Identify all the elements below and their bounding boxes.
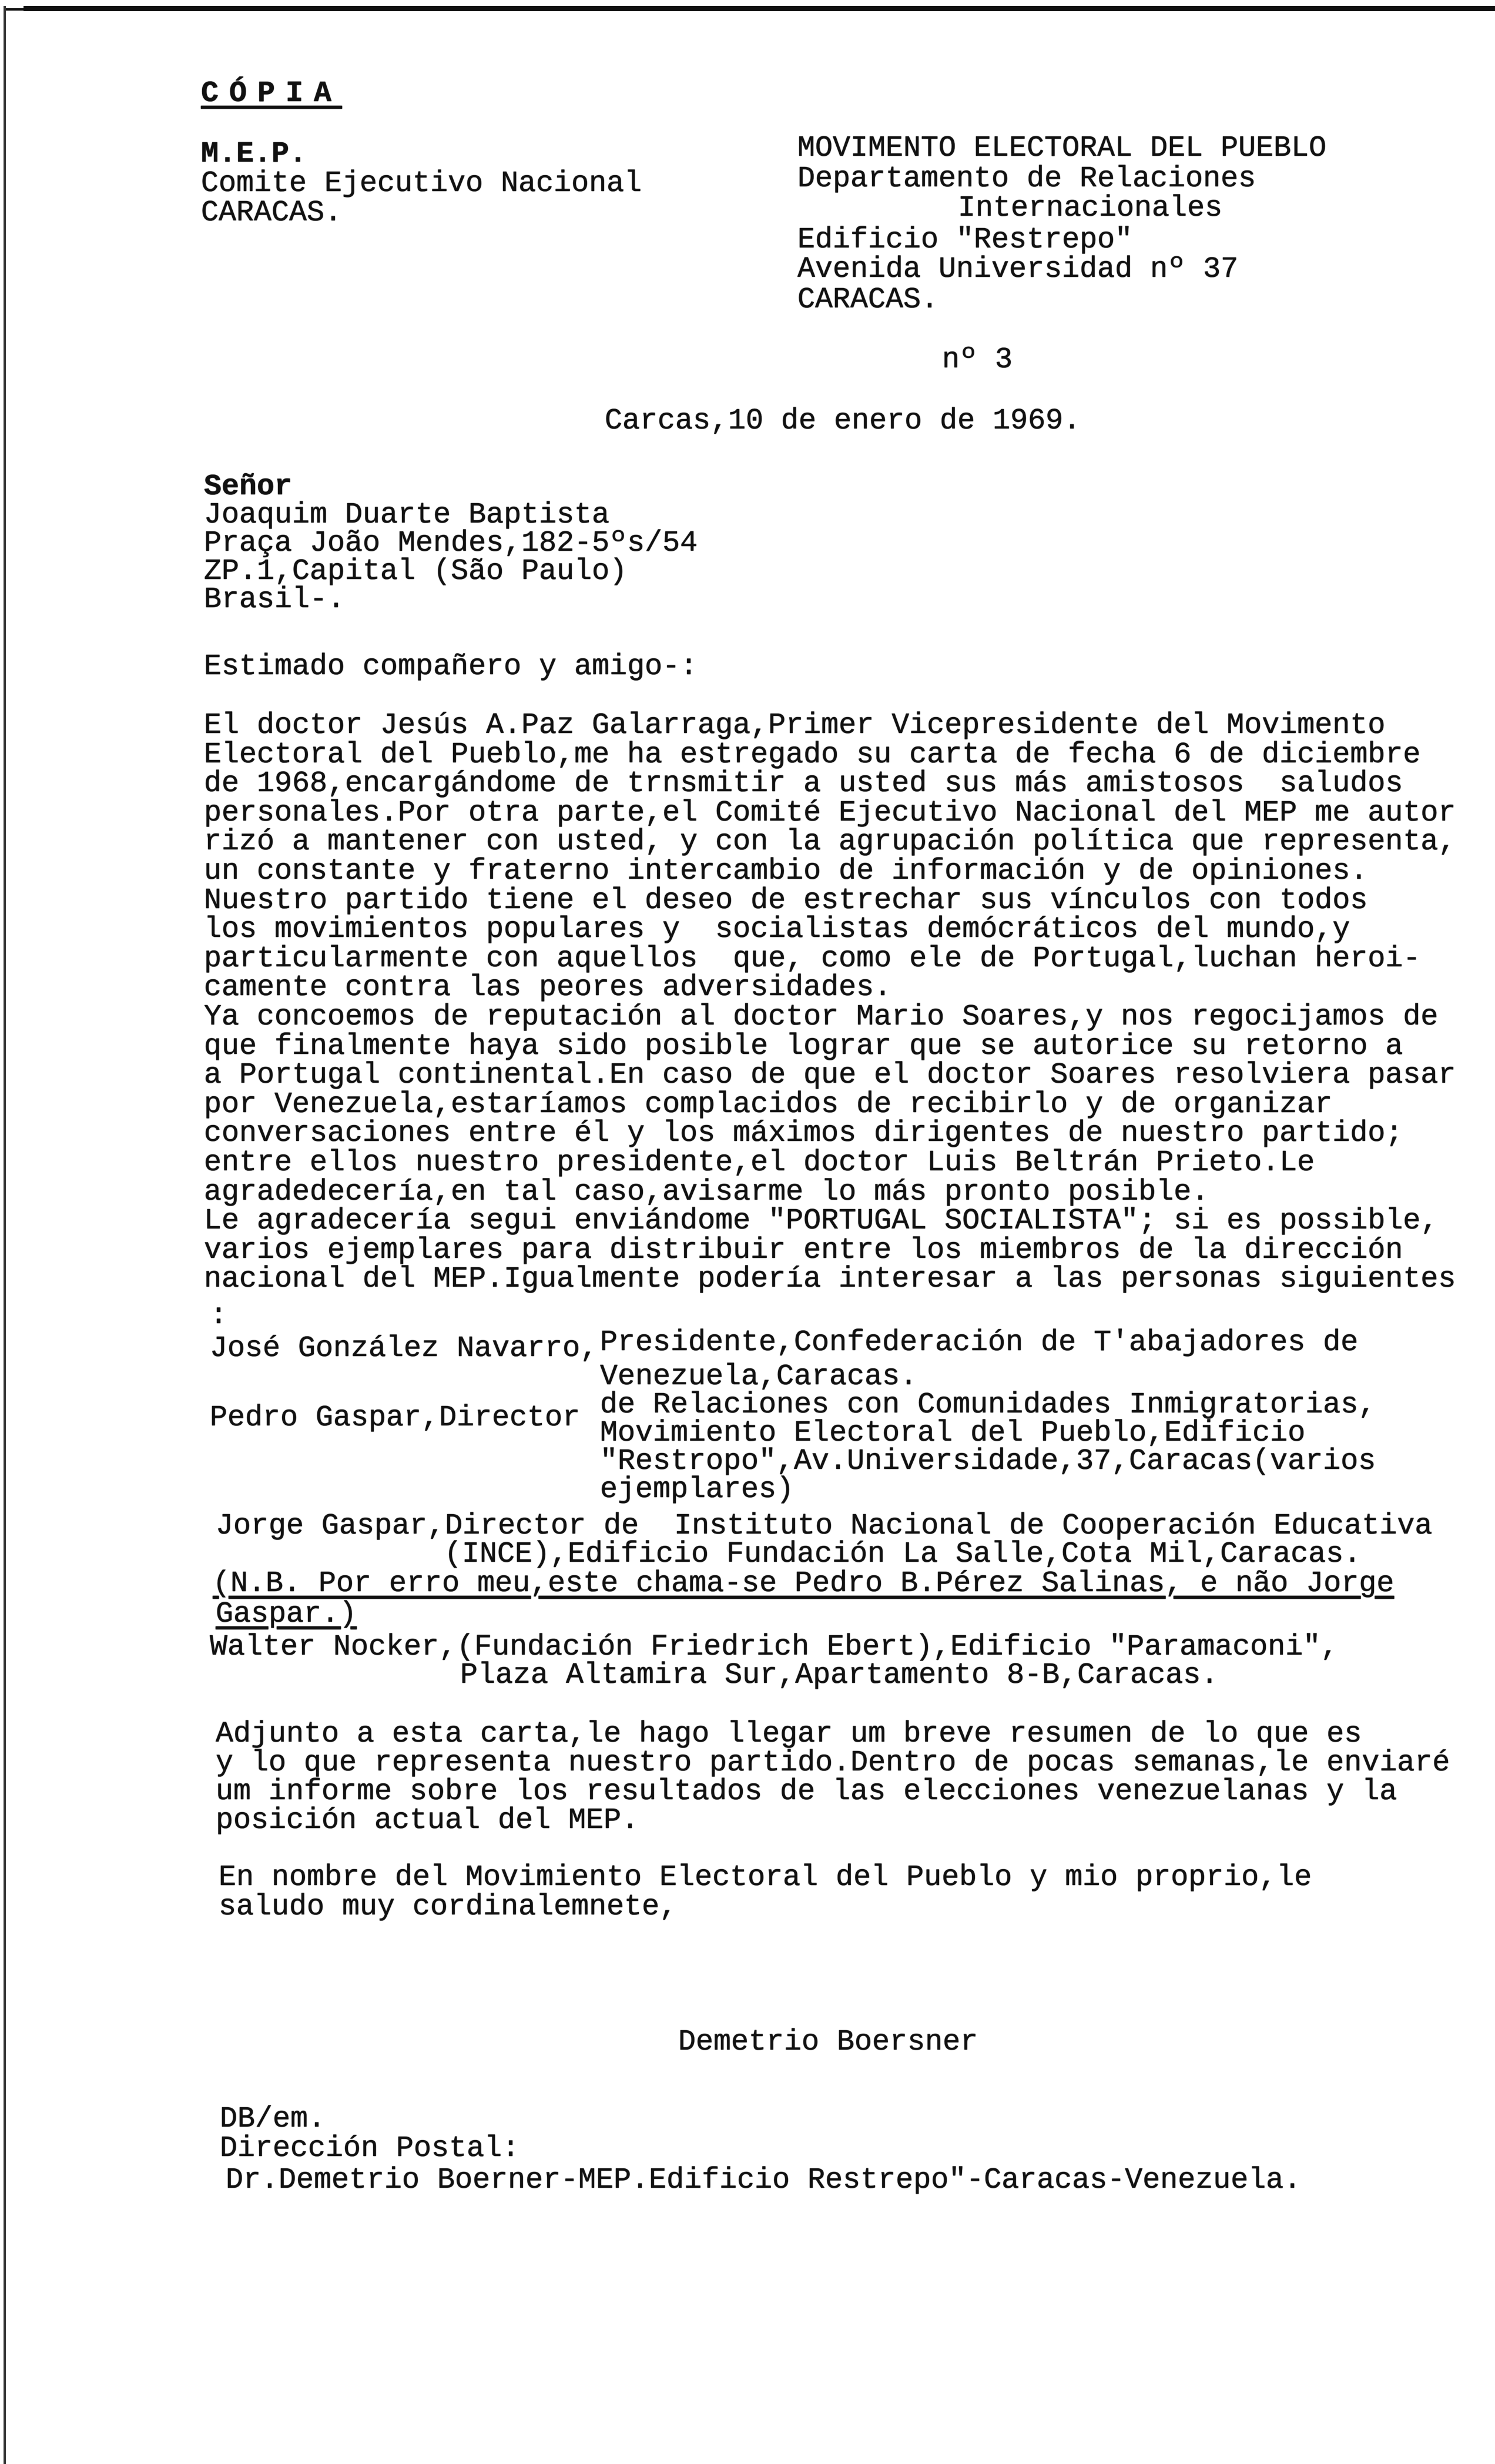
page-corner-edge	[4, 8, 27, 11]
sender-right-line: MOVIMENTO ELECTORAL DEL PUEBLO	[797, 132, 1327, 165]
recipient-line: Señor	[204, 470, 293, 504]
body-line: los movimientos populares y socialistas demócráticos del mundo,y	[204, 913, 1350, 946]
body-line: El doctor Jesús A.Paz Galarraga,Primer Vicepresidente del Movimento	[204, 709, 1386, 742]
person-detail: "Restropo",Av.Universidade,37,Caracas(varios	[600, 1445, 1376, 1478]
person-detail: Movimiento Electoral del Pueblo,Edificio	[600, 1417, 1306, 1450]
body-line: entre ellos nuestro presidente,el doctor Luis Beltrán Prieto.Le	[204, 1146, 1315, 1180]
body-line: nacional del MEP.Igualmente podería interesar a las personas siguientes	[204, 1263, 1456, 1296]
sender-left-line: Comite Ejecutivo Nacional	[201, 167, 642, 200]
person-detail: (INCE),Edificio Fundación La Salle,Cota Mil,Caracas.	[444, 1538, 1362, 1571]
footer-postal-label: Dirección Postal:	[220, 2132, 520, 2165]
letter-number: nº 3	[942, 343, 1013, 377]
sender-right-line: Edificio "Restrepo"	[797, 223, 1133, 257]
body-line: Nuestro partido tiene el deseo de estrechar sus vínculos con todos	[204, 884, 1368, 918]
note-line: Gaspar.)	[216, 1598, 357, 1631]
person-detail: Presidente,Confederación de T'abajadores de	[600, 1326, 1359, 1360]
sender-right-line: CARACAS.	[797, 283, 939, 317]
body-line: de 1968,encargándome de trnsmitir a usted sus más amistosos saludos	[204, 767, 1403, 801]
footer-initials: DB/em.	[220, 2103, 326, 2136]
recipient-line: Praça João Mendes,182-5ºs/54	[204, 527, 698, 560]
salutation: Estimado compañero y amigo-:	[204, 650, 698, 684]
body-line: particularmente con aquellos que, como ele de Portugal,luchan heroi-	[204, 942, 1421, 976]
recipient-line: Joaquim Duarte Baptista	[204, 498, 610, 532]
body-line: Electoral del Pueblo,me ha estregado su carta de fecha 6 de diciembre	[204, 738, 1421, 772]
body-line: rizó a mantener con usted, y con la agrupación política que representa,	[204, 825, 1456, 859]
person-detail: Venezuela,Caracas.	[600, 1360, 918, 1394]
page-left-edge	[4, 6, 6, 2464]
body-line: a Portugal continental.En caso de que el doctor Soares resolviera pasar	[204, 1059, 1456, 1092]
list-colon: :	[210, 1299, 228, 1333]
person-name: José González Navarro,	[210, 1332, 598, 1365]
body-line: varios ejemplares para distribuir entre los miembros de la dirección	[204, 1234, 1403, 1267]
letter-date: Carcas,10 de enero de 1969.	[605, 404, 1081, 438]
recipient-line: ZP.1,Capital (São Paulo)	[204, 555, 628, 588]
body-line: que finalmente haya sido posible lograr que se autorice su retorno a	[204, 1030, 1403, 1063]
farewell-line: saludo muy cordinalemnete,	[219, 1890, 678, 1924]
person-detail: ejemplares)	[600, 1473, 795, 1506]
body-line: agradedecería,en tal caso,avisarme lo más pronto posible.	[204, 1176, 1209, 1209]
sender-right-line: Departamento de Relaciones	[797, 162, 1256, 196]
note-line: (N.B. Por erro meu,este chama-se Pedro B.Pérez Salinas, e não Jorge	[213, 1567, 1395, 1601]
person-name: Pedro Gaspar,Director	[210, 1401, 581, 1435]
recipient-line: Brasil-.	[204, 583, 346, 617]
closing-line: posición actual del MEP.	[216, 1804, 639, 1837]
body-line: personales.Por otra parte,el Comité Ejecutivo Nacional del MEP me autor	[204, 796, 1456, 830]
copy-title: CÓPIA	[201, 77, 343, 111]
body-line: camente contra las peores adversidades.	[204, 971, 892, 1005]
body-line: conversaciones entre él y los máximos dirigentes de nuestro partido;	[204, 1117, 1403, 1150]
closing-line: y lo que representa nuestro partido.Dentro de pocas semanas,le enviaré	[216, 1746, 1450, 1780]
person-detail: Plaza Altamira Sur,Apartamento 8-B,Caracas.	[460, 1659, 1219, 1692]
person-line: Jorge Gaspar,Director de Instituto Nacional de Cooperación Educativa	[216, 1509, 1433, 1543]
body-line: Le agradecería segui enviándome "PORTUGAL SOCIALISTA"; si es possible,	[204, 1204, 1439, 1238]
sender-left-line: CARACAS.	[201, 196, 343, 230]
closing-line: um informe sobre los resultados de las elecciones venezuelanas y la	[216, 1775, 1397, 1809]
signature-name: Demetrio Boersner	[678, 2026, 978, 2059]
sender-right-line: Avenida Universidad nº 37	[797, 253, 1239, 286]
closing-line: Adjunto a esta carta,le hago llegar um breve resumen de lo que es	[216, 1718, 1362, 1751]
person-line: Walter Nocker,(Fundación Friedrich Ebert),Edificio "Paramaconi",	[210, 1631, 1339, 1664]
body-line: Ya concoemos de reputación al doctor Mario Soares,y nos regocijamos de	[204, 1000, 1439, 1034]
footer-postal-address: Dr.Demetrio Boerner-MEP.Edificio Restrepo"-Caracas-Venezuela.	[226, 2164, 1302, 2197]
sender-right-line: Internacionales	[958, 192, 1223, 225]
person-detail: de Relaciones con Comunidades Inmigratorias,	[600, 1388, 1376, 1422]
body-line: un constante y fraterno intercambio de información y de opiniones.	[204, 855, 1368, 888]
body-line: por Venezuela,estaríamos complacidos de recibirlo y de organizar	[204, 1088, 1333, 1121]
farewell-line: En nombre del Movimiento Electoral del Pueblo y mio proprio,le	[219, 1861, 1312, 1894]
sender-left-line: M.E.P.	[201, 138, 307, 171]
page-top-edge	[24, 6, 1495, 11]
